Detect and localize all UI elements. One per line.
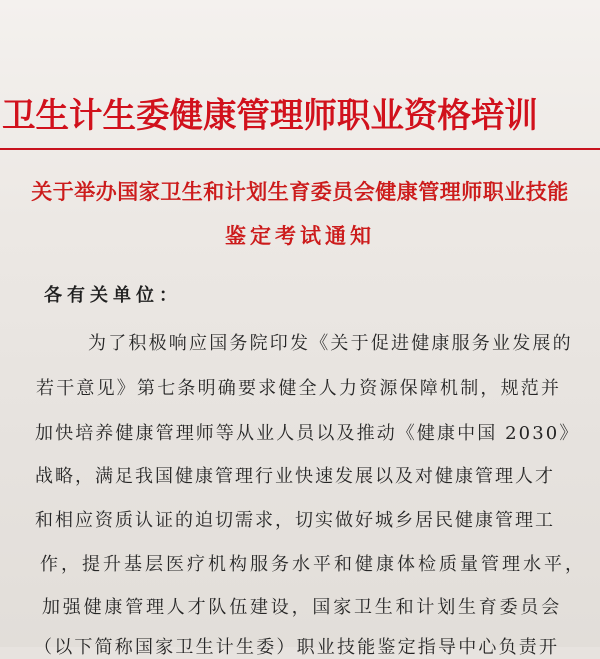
paragraph-line: 战略，满足我国健康管理行业快速发展以及对健康管理人才 xyxy=(35,466,555,487)
paragraph-line: 和相应资质认证的迫切需求，切实做好城乡居民健康管理工 xyxy=(35,510,555,531)
salutation: 各有关单位： xyxy=(44,285,182,306)
paragraph-line: 作，提升基层医疗机构服务水平和健康体检质量管理水平， xyxy=(40,554,586,575)
paragraph-line: 为了积极响应国务院印发《关于促进健康服务业发展的 xyxy=(88,333,573,354)
notice-title-line-1: 关于举办国家卫生和计划生育委员会健康管理师职业技能 xyxy=(31,179,569,204)
paragraph-line: 加强健康管理人才队伍建设，国家卫生和计划生育委员会 xyxy=(42,597,562,618)
paragraph-line: 加快培养健康管理师等从业人员以及推动《健康中国 2030》 xyxy=(35,423,580,444)
notice-title-line-2: 鉴定考试通知 xyxy=(225,223,375,248)
letterhead xyxy=(0,0,600,150)
paragraph-line: 若干意见》第七条明确要求健全人力资源保障机制，规范并 xyxy=(36,378,562,399)
organization-title: 卫生计生委健康管理师职业资格培训 xyxy=(2,96,538,136)
paragraph-line: （以下简称国家卫生计生委）职业技能鉴定指导中心负责开 xyxy=(34,637,560,658)
header-divider xyxy=(0,148,600,150)
